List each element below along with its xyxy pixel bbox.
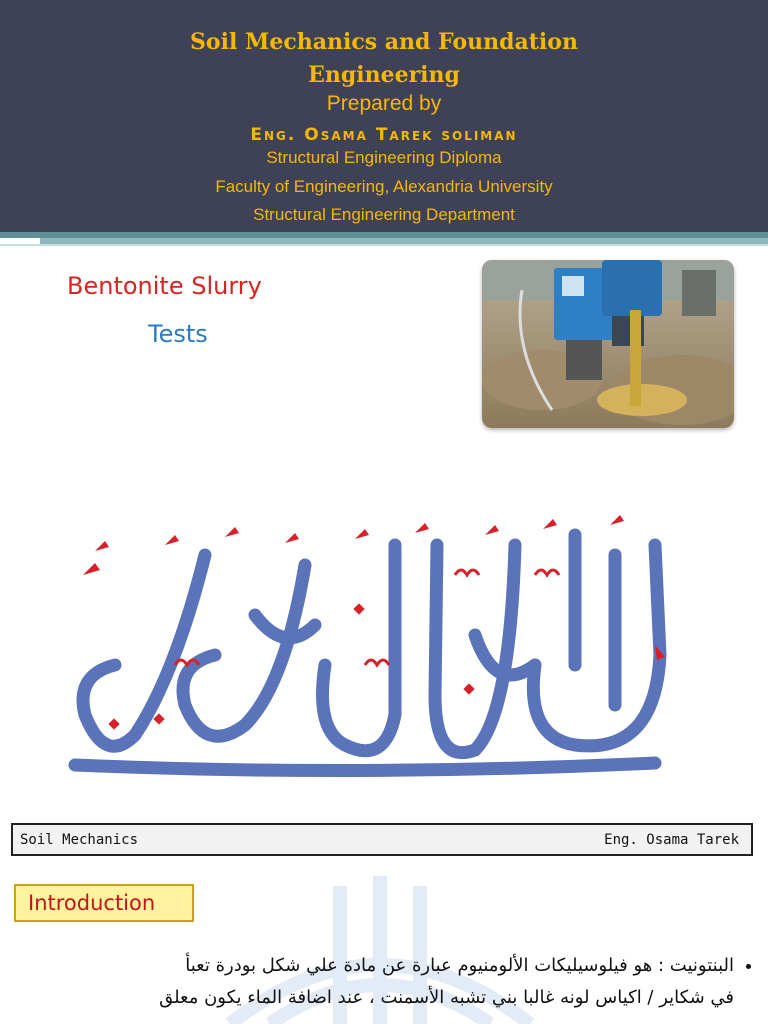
title-header: [0, 0, 768, 232]
prepared-by: Prepared by: [326, 92, 442, 115]
bullet-line-2: في شكاير / اكياس لونه غالبا بني تشبه الأسمنت ، عند اضافة الماء يكون معلق: [159, 987, 734, 1008]
footer-course-label: Soil Mechanics: [20, 832, 139, 848]
section-title-introduction: Introduction: [14, 884, 194, 922]
drilling-rig-photo: [482, 260, 734, 428]
topic-subtitle: Tests: [148, 320, 208, 348]
course-title-line2: Engineering: [308, 62, 460, 88]
header-stripe-thin: [0, 244, 768, 246]
course-title: [0, 26, 768, 92]
slide-footer-bar: [11, 823, 753, 856]
topic-title: Bentonite Slurry: [67, 272, 262, 300]
course-title-line1: Soil Mechanics and Foundation: [190, 29, 578, 55]
bullet-line-1: البنتونيت : هو فيلوسيليكات الألومنيوم عبارة عن مادة علي شكل بودرة تعبأ: [185, 955, 734, 976]
department-line: Structural Engineering Department: [253, 205, 515, 224]
bullet-item: [18, 950, 734, 1014]
introduction-text: [18, 950, 750, 1014]
author-name: Eng. Osama Tarek soliman: [250, 125, 518, 145]
faculty-line: Faculty of Engineering, Alexandria University: [215, 177, 553, 196]
basmala-calligraphy: [55, 515, 685, 785]
diploma-line: Structural Engineering Diploma: [266, 148, 502, 167]
footer-author-label: Eng. Osama Tarek: [604, 832, 739, 848]
